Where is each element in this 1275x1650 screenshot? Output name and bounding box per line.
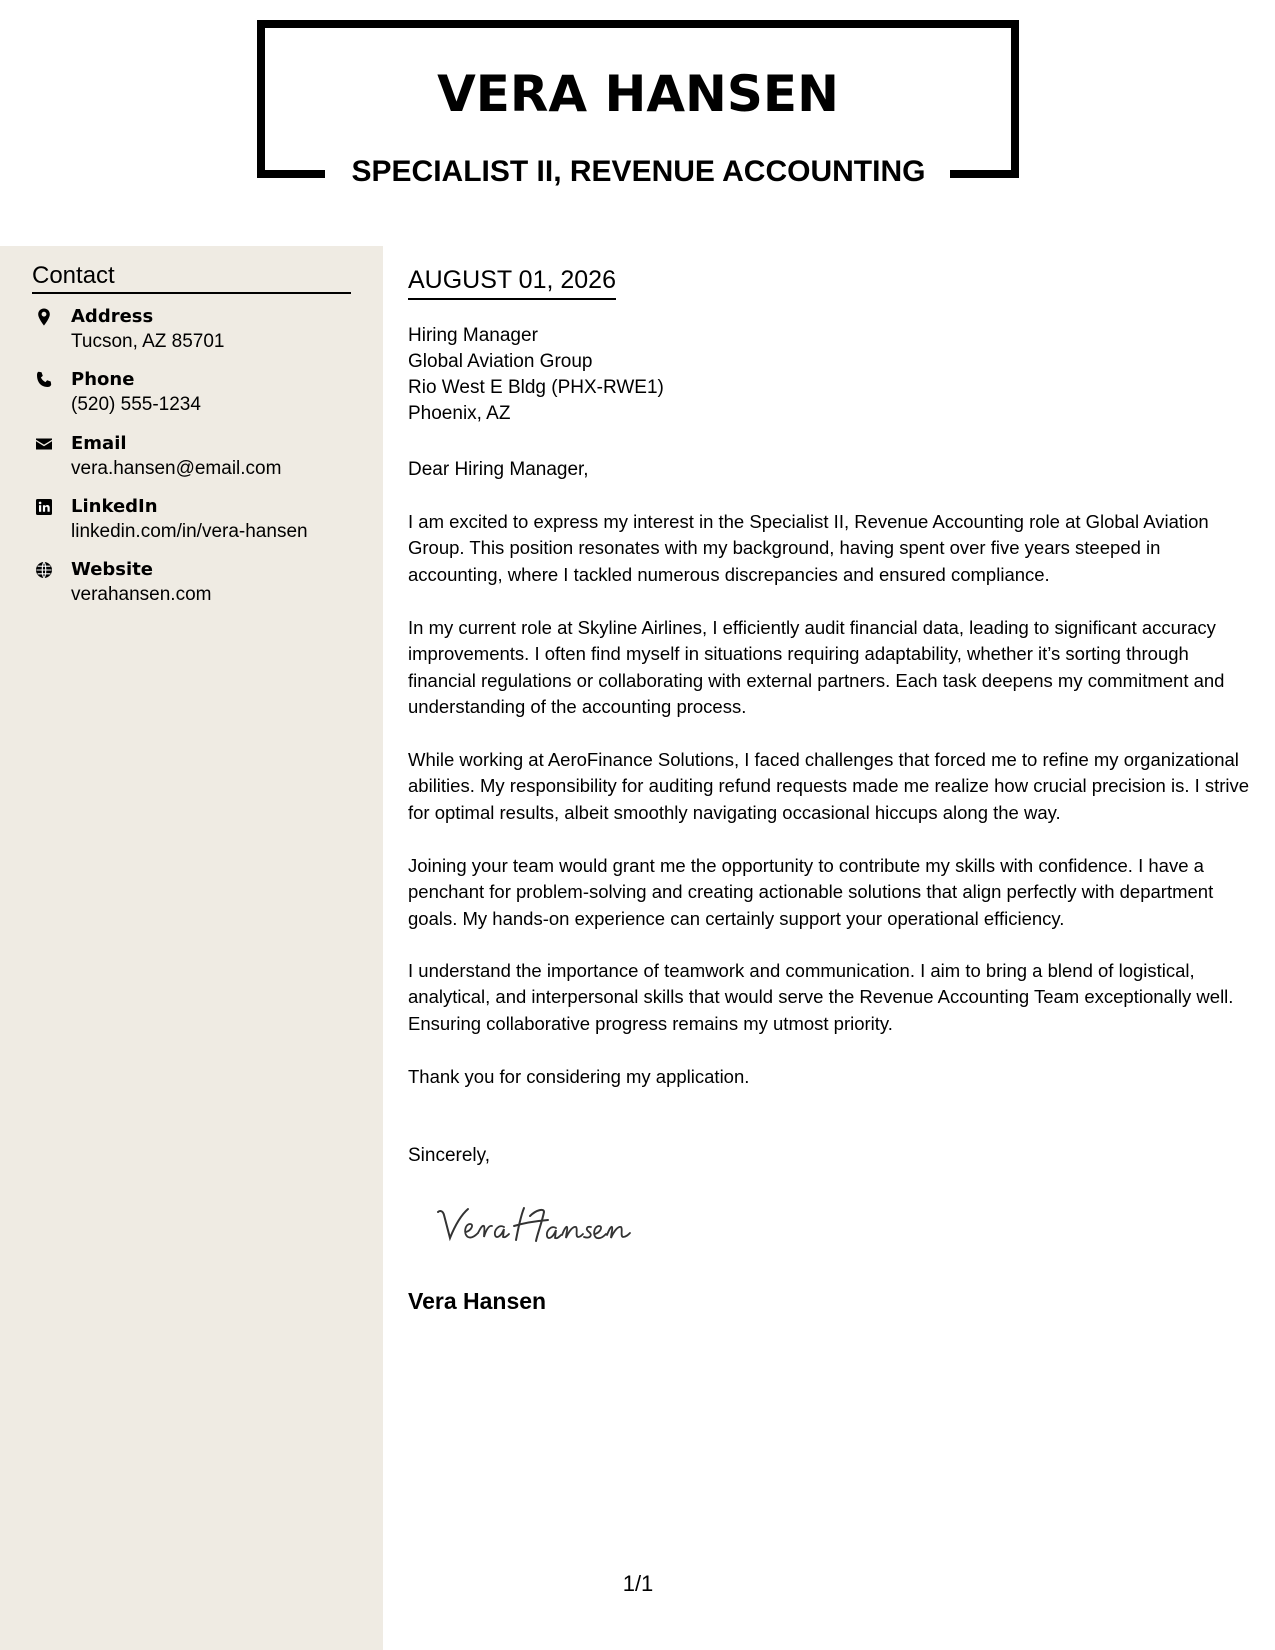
signoff-name: Vera Hansen — [408, 1288, 547, 1314]
body-paragraph: In my current role at Skyline Airlines, I efficiently audit financial data, leading to significant accuracy improvements. I often find myself in situations requiring adaptability, whether it’s sorting through financial regulations or collaborating with external partners. Each task deepens my commitment and understanding of the accounting process. — [408, 617, 1225, 718]
contact-value: linkedin.com/in/vera-hansen — [71, 521, 308, 542]
body-paragraph: I am excited to express my interest in the Specialist II, Revenue Accounting role at Global Aviation Group. This position resonates with my background, having spent over five years steeped in accounting, where I tackled numerous discrepancies and ensured compliance. — [408, 511, 1209, 585]
contact-value: vera.hansen@email.com — [71, 458, 282, 479]
body-paragraph: Thank you for considering my application. — [408, 1066, 750, 1087]
body-paragraph: While working at AeroFinance Solutions, I faced challenges that forced me to refine my organizational abilities. My responsibility for auditing refund requests made me realize how crucial precision is. I strive for optimal results, albeit smoothly navigating occasional hiccups along the way. — [408, 749, 1250, 823]
closing: Sincerely, — [408, 1145, 491, 1166]
handwritten-signature — [432, 1196, 652, 1256]
contact-value: (520) 555-1234 — [71, 394, 201, 415]
location-pin-icon — [35, 308, 53, 326]
recipient-line: Phoenix, AZ — [408, 403, 511, 424]
contact-label: Email — [71, 433, 127, 454]
body-paragraph: I understand the importance of teamwork and communication. I aim to bring a blend of logistical, analytical, and interpersonal skills that would serve the Revenue Accounting Team exceptionally well. Ensuring collaborative progress remains my utmost priority. — [408, 960, 1234, 1034]
recipient-line: Hiring Manager — [408, 325, 538, 346]
body-paragraph: Joining your team would grant me the opportunity to contribute my skills with confidence. I have a penchant for problem-solving and creating actionable solutions that align perfectly with department goals. My hands-on experience can certainly support your operational efficiency. — [408, 855, 1214, 929]
salutation: Dear Hiring Manager, — [408, 459, 589, 480]
page-number: 1/1 — [622, 1571, 654, 1596]
linkedin-icon — [35, 498, 53, 516]
recipient-line: Rio West E Bldg (PHX-RWE1) — [408, 377, 664, 398]
contact-heading: Contact — [32, 262, 351, 294]
contact-label: LinkedIn — [71, 496, 158, 517]
envelope-icon — [35, 435, 53, 453]
contact-value: verahansen.com — [71, 584, 212, 605]
recipient-line: Global Aviation Group — [408, 351, 593, 372]
contact-value: Tucson, AZ 85701 — [71, 331, 225, 352]
contact-label: Phone — [71, 369, 135, 390]
phone-icon — [35, 371, 53, 389]
header-frame-bottom-right — [950, 170, 1019, 178]
globe-icon — [35, 561, 53, 579]
contact-label: Website — [71, 559, 154, 580]
header-frame-bottom-left — [257, 170, 325, 178]
contact-label: Address — [71, 306, 154, 327]
recipient-block — [408, 323, 664, 427]
job-title: SPECIALIST II, REVENUE ACCOUNTING — [351, 155, 926, 188]
applicant-name: VERA HANSEN — [437, 65, 839, 123]
letter-date: AUGUST 01, 2026 — [408, 264, 616, 300]
